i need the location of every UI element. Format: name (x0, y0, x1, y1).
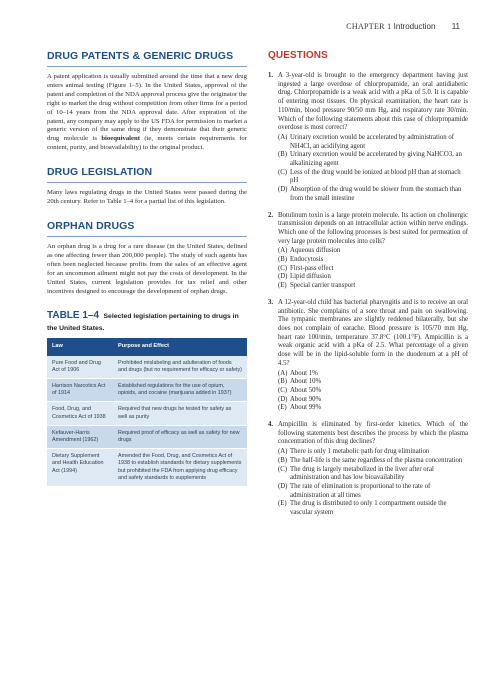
option-letter: (C) (278, 465, 288, 473)
option-letter: (E) (278, 500, 287, 508)
legislation-table (47, 338, 247, 487)
section-heading-patents: DRUG PATENTS & GENERIC DRUGS (47, 50, 247, 67)
option-text: About 1% (290, 369, 318, 377)
option-letter: (B) (278, 256, 288, 264)
answer-option (278, 448, 468, 457)
chapter-title: Introduction (393, 22, 436, 31)
table-row (47, 379, 247, 402)
right-column (268, 50, 468, 526)
legislation-paragraph: Many laws regulating drugs in the United States were passed during the 20th century. Refer to Table 1–4 for a partial list of this legislation. (47, 189, 247, 206)
law-cell: Pure Food and Drug Act of 1906 (47, 356, 113, 379)
answer-option (278, 169, 468, 186)
answer-option (278, 370, 468, 379)
option-text: About 10% (290, 378, 322, 386)
answer-option (278, 151, 468, 168)
law-cell: Harrison Narcotics Act of 1914 (47, 379, 113, 402)
option-letter: (E) (278, 404, 287, 412)
answer-option (278, 404, 468, 413)
option-text: Endocytosis (290, 256, 324, 264)
table-row (47, 425, 247, 448)
answer-option (278, 247, 468, 256)
law-cell: Food, Drug, and Cosmetics Act of 1938 (47, 402, 113, 425)
question-stem (268, 299, 468, 369)
purpose-cell: Required that new drugs be tested for safety as well as purity (113, 402, 247, 425)
table-row (47, 356, 247, 379)
purpose-cell: Prohibited mislabeling and adulteration of foods and drugs (but no requirement for efficacy or safety) (113, 356, 247, 379)
orphan-paragraph: An orphan drug is a drug for a rare disease (in the United States, defined as one affecting fewer than 200,000 people). The study of such agents has often been neglected because profits from the sales of an effective agent for an uncommon ailment might not pay the costs of development. In the United States, current legislation provides for tax relief and other incentives designed to encourage the development of orphan drugs. (47, 242, 247, 295)
table-title (47, 309, 247, 333)
answer-option (278, 186, 468, 203)
option-letter: (B) (278, 378, 288, 386)
answer-option (278, 282, 468, 291)
option-text: First-pass effect (290, 264, 334, 272)
questions-heading: QUESTIONS (268, 50, 328, 61)
option-letter: (A) (278, 133, 288, 141)
question-stem (268, 421, 468, 447)
answer-option (278, 256, 468, 265)
option-letter: (C) (278, 168, 288, 176)
option-text: About 90% (290, 395, 322, 403)
patents-text-1: A patent application is usually submitted around the time that a new drug enters animal testing (Figure 1–5). In the United States, approval of the patent and completion of the NDA approval process give the originator the right to market the drug without competition from other firms for a period of 10–14 years from the NDA approval date. After expiration of the patent, any company may apply to the US FDA for permission to market a generic version of the same drug if they demonstrate that their generic drug molecule is (47, 73, 248, 143)
option-letter: (C) (278, 386, 288, 394)
option-letter: (E) (278, 282, 287, 290)
question-stem (268, 72, 468, 133)
bioequivalent-term: bioequivalent (101, 135, 140, 143)
table-row (47, 449, 247, 487)
table-caption: Selected legislation pertaining to drugs in the United States. (47, 313, 239, 333)
option-text: Urinary excretion would be accelerated by administration of NH4Cl, an acidifying agent (290, 133, 455, 150)
option-text: The half-life is the same regardless of the plasma concentration (290, 456, 463, 464)
purpose-cell: Established regulations for the use of opium, opioids, and cocaine (marijuana added in 1937) (113, 379, 247, 402)
purpose-cell: Required proof of efficacy as well as safety for new drugs (113, 425, 247, 448)
chapter-label: CHAPTER 1 (346, 22, 392, 31)
option-text: The rate of elimination is proportional to the rate of administration at all times (290, 482, 431, 499)
patents-paragraph (47, 73, 247, 153)
column-header-purpose: Purpose and Effect (113, 338, 247, 355)
answer-options (278, 134, 468, 204)
option-text: Urinary excretion would be accelerated by giving NaHCO3, an alkalinizing agent (290, 151, 462, 168)
purpose-cell: Amended the Food, Drug, and Cosmetics Act of 1938 to establish standards for dietary supplements but prohibited the FDA from applying drug efficacy and safety standards to supplements (113, 449, 247, 487)
answer-options (278, 247, 468, 291)
answer-option (278, 457, 468, 466)
section-heading-orphan: ORPHAN DRUGS (47, 220, 247, 237)
option-text: The drug is distributed to only 1 compartment outside the vascular system (290, 500, 447, 517)
question-number: 4. (268, 421, 274, 429)
option-letter: (A) (278, 448, 288, 456)
answer-options (278, 448, 468, 518)
answer-option (278, 500, 468, 517)
column-header-law: Law (47, 338, 113, 355)
answer-option (278, 396, 468, 405)
option-letter: (B) (278, 151, 288, 159)
option-letter: (A) (278, 369, 288, 377)
answer-option (278, 387, 468, 396)
table-number: TABLE 1–4 (47, 310, 100, 322)
question-text: A 3-year-old is brought to the emergency department having just ingested a large overdose of chlorpropamide, an oral antidiabetic drug. Chlorpropamide is a weak acid with a pKa of 5.0. It is capable of entering most tissues. On physical examination, the heart rate is 110/min, blood pressure 90/50 mm Hg, and respiratory rate 30/min. Which of the following statements about this case of chlorpropamide overdose is most correct? (278, 72, 468, 132)
patents-text-2: (ie, meets certain requirements for content, purity, and bioavailability) to the original product. (47, 135, 247, 152)
option-text: Absorption of the drug would be slower from the stomach than from the small intestine (290, 186, 462, 202)
question-text: A 12-year-old child has bacterial pharyngitis and is to receive an oral antibiotic. She complains of a sore throat and pain on swallowing. The tympanic membranes are slightly reddened bilaterally, but she does not complain of earache. Blood pressure is 105/70 mm Hg, heart rate 100/min, temperature 37.8°C (100.1°F). Ampicillin is a weak organic acid with a pKa of 2.5. What percentage of a given dose will be in the lipid-soluble form in the duodenum at a pH of 4.5? (278, 298, 468, 367)
option-letter: (D) (278, 186, 288, 194)
option-letter: (B) (278, 456, 288, 464)
option-text: There is only 1 metabolic path for drug elimination (290, 448, 430, 456)
question-2 (268, 212, 468, 291)
answer-option (278, 466, 468, 483)
option-letter: (C) (278, 264, 288, 272)
option-text: Less of the drug would be ionized at blood pH than at stomach pH (290, 168, 461, 185)
option-letter: (A) (278, 247, 288, 255)
option-letter: (D) (278, 395, 288, 403)
question-1 (268, 72, 468, 204)
option-text: Lipid diffusion (290, 273, 331, 281)
question-number: 2. (268, 211, 274, 219)
answer-option (278, 378, 468, 387)
question-number: 3. (268, 298, 274, 306)
answer-option (278, 134, 468, 151)
table-header-row (47, 338, 247, 355)
question-stem (268, 212, 468, 247)
question-4 (268, 421, 468, 518)
option-text: About 99% (290, 404, 322, 412)
option-text: About 50% (290, 386, 322, 394)
page-number: 11 (451, 22, 460, 31)
law-cell: Kefauver-Harris Amendment (1962) (47, 425, 113, 448)
law-cell: Dietary Supplement and Health Education Act (1994) (47, 449, 113, 487)
answer-option (278, 265, 468, 274)
answer-options (278, 370, 468, 414)
question-list (268, 72, 468, 518)
left-column (47, 50, 247, 487)
question-text: Ampicillin is eliminated by first-order kinetics. Which of the following statements best describes the process by which the plasma concentration of this drug declines? (278, 421, 468, 446)
option-letter: (D) (278, 482, 288, 490)
table-row (47, 402, 247, 425)
option-text: The drug is largely metabolized in the liver after oral administration and has low bioavailability (290, 465, 434, 482)
option-text: Aqueous diffusion (290, 247, 341, 255)
running-head (346, 22, 460, 31)
option-letter: (D) (278, 273, 288, 281)
option-text: Special carrier transport (290, 282, 356, 290)
question-3 (268, 299, 468, 413)
answer-option (278, 483, 468, 500)
section-heading-legislation: DRUG LEGISLATION (47, 166, 247, 183)
answer-option (278, 273, 468, 282)
question-number: 1. (268, 72, 274, 79)
question-text: Botulinum toxin is a large protein molecule. Its action on cholinergic transmission depends on an intracellular action within nerve endings. Which one of the following processes is best suited for permeation of very large protein molecules into cells? (278, 211, 468, 245)
